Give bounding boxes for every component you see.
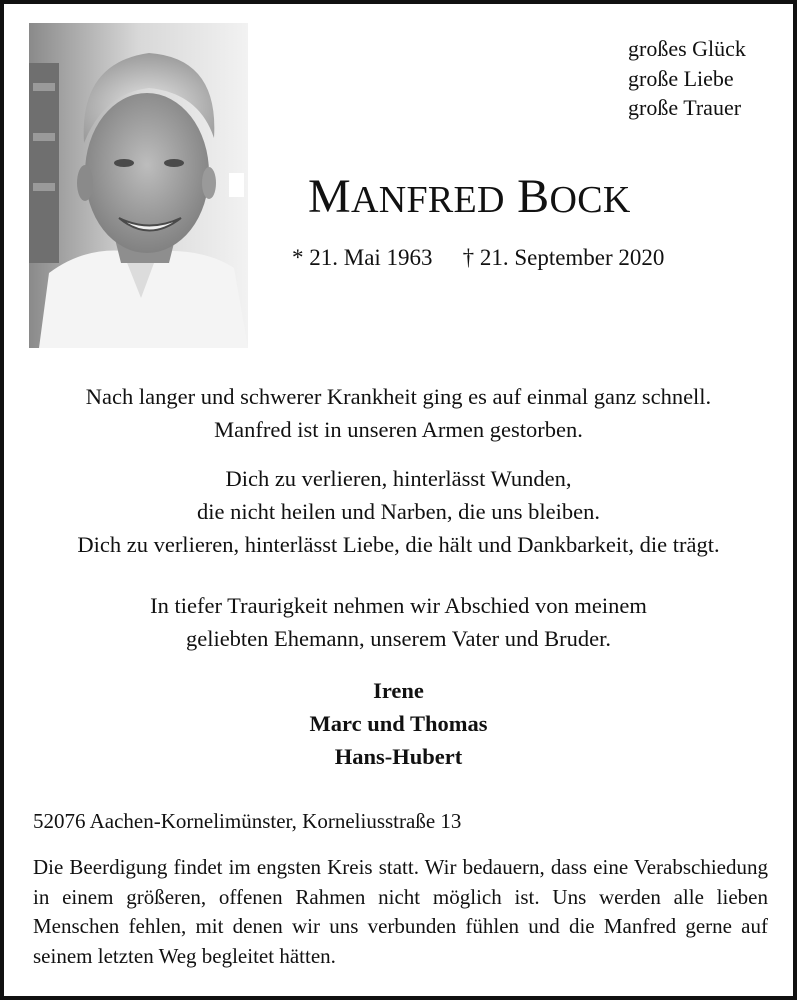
motto xyxy=(628,34,746,123)
life-dates xyxy=(292,244,664,272)
family-address: 52076 Aachen-Kornelimünster, Korneliusstraße 13 xyxy=(33,809,462,833)
mourner-name: Marc und Thomas xyxy=(309,711,488,736)
text-line: Nach langer und schwerer Krankheit ging es auf einmal ganz schnell. xyxy=(85,384,712,409)
motto-line: große Trauer xyxy=(628,95,742,120)
last-name-rest: OCK xyxy=(549,179,631,221)
birth-date: * 21. Mai 1963 xyxy=(292,245,433,270)
motto-line: großes Glück xyxy=(628,36,746,61)
farewell-paragraph xyxy=(4,589,793,655)
first-name-rest: ANFRED xyxy=(350,179,505,221)
mourners-list xyxy=(4,674,793,773)
motto-line: große Liebe xyxy=(628,65,734,91)
deceased-name xyxy=(308,169,631,228)
text-line: geliebten Ehemann, unserem Vater und Bruder. xyxy=(185,626,612,651)
text-line: Dich zu verlieren, hinterlässt Liebe, die hält und Dankbarkeit, die trägt. xyxy=(77,532,720,557)
death-date: † 21. September 2020 xyxy=(462,245,665,270)
text-line: Dich zu verlieren, hinterlässt Wunden, xyxy=(225,466,572,491)
intro-paragraph xyxy=(4,380,793,446)
first-name-initial: M xyxy=(308,170,351,223)
verse-paragraph xyxy=(4,462,793,561)
text-line: In tiefer Traurigkeit nehmen wir Abschied von meinem xyxy=(150,593,647,618)
portrait-photo xyxy=(29,23,248,348)
funeral-note: Die Beerdigung findet im engsten Kreis statt. Wir bedauern, dass eine Verabschiedung in einem größeren, offenen Rahmen nicht möglich ist. Uns werden alle lieben Menschen fehlen, mit denen wir uns verbunden fühlen und die Manfred gerne auf seinem letzten Weg begleitet hätten. xyxy=(33,855,768,968)
text-line: die nicht heilen und Narben, die uns bleiben. xyxy=(196,499,600,524)
text-line: Manfred ist in unseren Armen gestorben. xyxy=(214,417,583,442)
mourner-name: Irene xyxy=(373,678,424,703)
last-name-initial: B xyxy=(517,170,550,223)
portrait-image xyxy=(29,23,248,348)
mourner-name: Hans-Hubert xyxy=(334,744,463,769)
